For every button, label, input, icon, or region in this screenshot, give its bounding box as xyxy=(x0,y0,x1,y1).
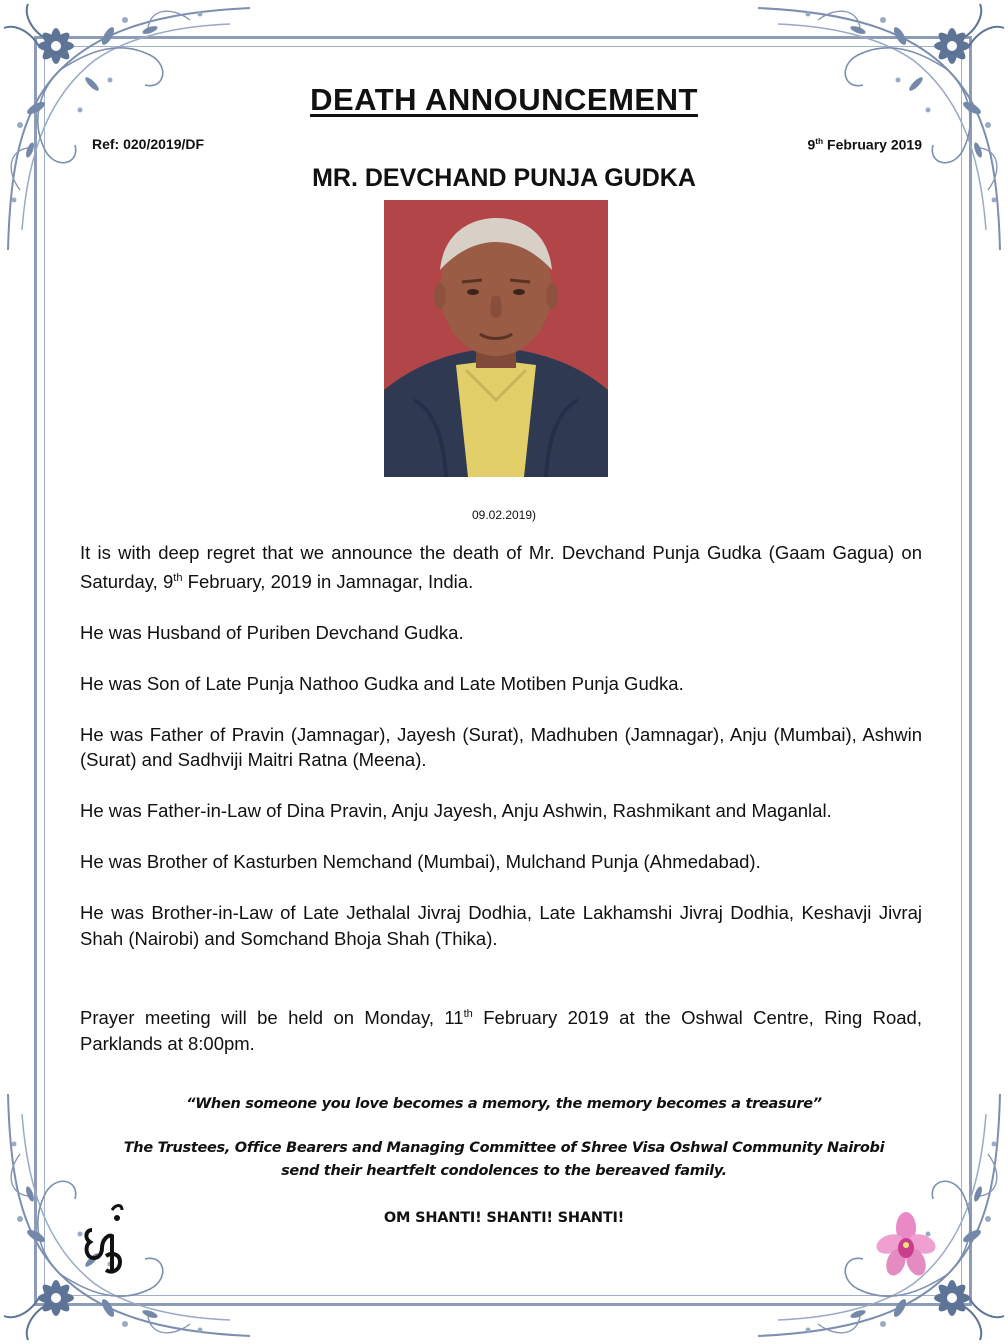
brother-paragraph: He was Brother of Kasturben Nemchand (Mumbai), Mulchand Punja (Ahmedabad). xyxy=(80,851,761,873)
father-paragraph: He was Father of Pravin (Jamnagar), Jayesh (Surat), Madhuben (Jamnagar), Anju (Mumbai), Ashwin (Surat) and Sadhviji Maitri Ratna (Meena). xyxy=(80,723,922,771)
condolence-line-1: The Trustees, Office Bearers and Managing Committee of Shree Visa Oshwal Community Nairobi xyxy=(123,1140,885,1156)
brother-in-law-paragraph: He was Brother-in-Law of Late Jethalal Jivraj Dodhia, Late Lakhamshi Jivraj Dodhia, Keshavji Jivraj Shah (Nairobi) and Somchand Bhoja Shah (Thika). xyxy=(80,902,922,949)
deceased-name: MR. DEVCHAND PUNJA GUDKA xyxy=(312,164,696,192)
memorial-quote: “When someone you love becomes a memory, the memory becomes a treasure” xyxy=(186,1096,822,1112)
father-in-law-paragraph: He was Father-in-Law of Dina Pravin, Anju Jayesh, Anju Ashwin, Rashmikant and Maganlal. xyxy=(80,800,832,822)
floral-corner-ornament-top-left xyxy=(0,0,260,260)
announcement-date: 9th February 2019 xyxy=(807,136,922,153)
orchid-flower-icon xyxy=(876,1212,936,1278)
condolence-message xyxy=(0,1137,1008,1183)
husband-paragraph: He was Husband of Puriben Devchand Gudka. xyxy=(80,621,464,643)
announcement-title: DEATH ANNOUNCEMENT xyxy=(310,82,698,117)
om-symbol-icon xyxy=(82,1200,126,1276)
son-paragraph: He was Son of Late Punja Nathoo Gudka and Late Motiben Punja Gudka. xyxy=(80,672,684,694)
announcement-body xyxy=(80,540,922,1082)
death-notice-paragraph: It is with deep regret that we announce the death of Mr. Devchand Punja Gudka (Gaam Gagua) on Saturday, 9th February, 2019 in Jamnagar, India. xyxy=(80,542,922,592)
condolence-line-2: send their heartfelt condolences to the bereaved family. xyxy=(281,1163,727,1179)
dates-caption: 09.02.2019) xyxy=(471,508,537,522)
om-shanti-text: OM SHANTI! SHANTI! SHANTI! xyxy=(383,1210,625,1226)
portrait-photo xyxy=(384,200,608,477)
prayer-meeting-paragraph: Prayer meeting will be held on Monday, 11th February 2019 at the Oshwal Centre, Ring Road, Parklands at 8:00pm. xyxy=(80,1007,922,1054)
floral-corner-ornament-top-right xyxy=(748,0,1008,260)
reference-number: Ref: 020/2019/DF xyxy=(92,136,205,152)
